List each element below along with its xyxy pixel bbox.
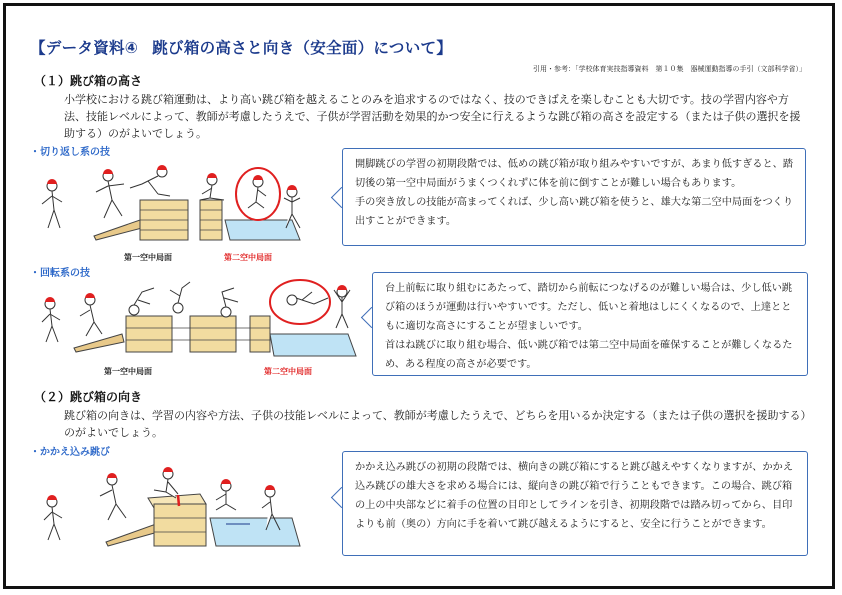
group2-caption-first-phase: 第一空中局面 [104,367,152,376]
hand-position-line [178,495,179,506]
highlight-circle [270,280,330,324]
group3-bubble-text: かかえ込み跳びの初期の段階では、横向きの跳び箱にすると跳び越えやすくなりますが、かかえ込み跳びの雄大さを求める場合には、縦向きの跳び箱で行うこともできます。この場合、跳び箱の上の中央部などに着手の位置の目印としてラインを引き、初期段階では踏み切ってから、目印よりも前（奥の）方向に手を着いて跳び越えるようにすると、安全に行うことができます。 [355,462,794,530]
group1-tag: ・切り返し系の技 [30,147,110,158]
springboard [106,524,158,546]
vaulting-illustration-2 [30,278,370,364]
title-sub: 跳び箱の高さと向き（安全面）について】 [152,39,453,57]
vaulting-box-lengthwise [148,494,206,546]
section2-body: 跳び箱の向きは、学習の内容や方法、子供の技能レベルによって、教師が考慮したうえで、どちらを用いるか決定する（または子供の選択を援助する）のがよいでしょう。 [64,409,807,439]
group1-caption-first-phase: 第一空中局面 [124,253,172,262]
springboard [74,334,124,352]
landing-mat [225,220,300,240]
section1-heading: （１）跳び箱の高さ [34,74,143,88]
section1-body: 小学校における跳び箱運動は、より高い跳び箱を越えることのみを追求するのではなく、技のできばえを楽しむことも大切です。技の学習内容や方法、技能レベルによって、教師が考慮したうえで、子供が学習活動を効果的かつ安全に行えるような跳び箱の高さを設定する（または子供の選択を援助する）のがよいでしょう。 [64,93,801,140]
group2-tag: ・回転系の技 [30,268,90,279]
group1-explanation [342,148,806,246]
section2-heading: （２）跳び箱の向き [34,390,143,404]
springboard [94,220,142,240]
vaulting-illustration-3 [30,458,330,558]
vaulting-illustration-1 [30,158,320,250]
group2-bubble-text: 台上前転に取り組むにあたって、踏切から前転につなげるのが難しい場合は、少し低い跳び箱のほうが運動は行いやすいです。ただし、低いと着地はしにくくなるので、上達とともに適切な高さにすることが望ましいです。 首はね跳びに取り組む場合、低い跳び箱では第二空中局面を確保することが難しくなるため、ある程度の高さが必要です。 [385,283,793,370]
group1-bubble-text: 開脚跳びの学習の初期段階では、低めの跳び箱が取り組みやすいですが、あまり低すぎると、踏切後の第一空中局面がうまくつくれずに体を前に倒すことが難しい場合もあります。 手の突き放しの技能が高まってくれば、少し高い跳び箱を使うと、雄大な第二空中局面をつくり出すことができます。 [355,159,794,227]
group2-explanation [372,272,808,376]
landing-mat [210,518,300,546]
group1-caption-second-phase: 第二空中局面 [224,253,272,262]
landing-mat [270,334,356,356]
citation: 引用・参考：「学校体育実技指導資料 第１０集 器械運動指導の手引（文部科学省）」 [533,65,806,73]
group3-explanation [342,451,808,556]
red-caps [47,467,275,500]
group3-tag: ・かかえ込み跳び [30,447,110,458]
vaulting-box [140,200,222,240]
title-main: 【データ資料④ [30,39,139,57]
page-title [30,36,452,58]
group2-caption-second-phase: 第二空中局面 [264,367,312,376]
vaulting-box [126,316,270,352]
